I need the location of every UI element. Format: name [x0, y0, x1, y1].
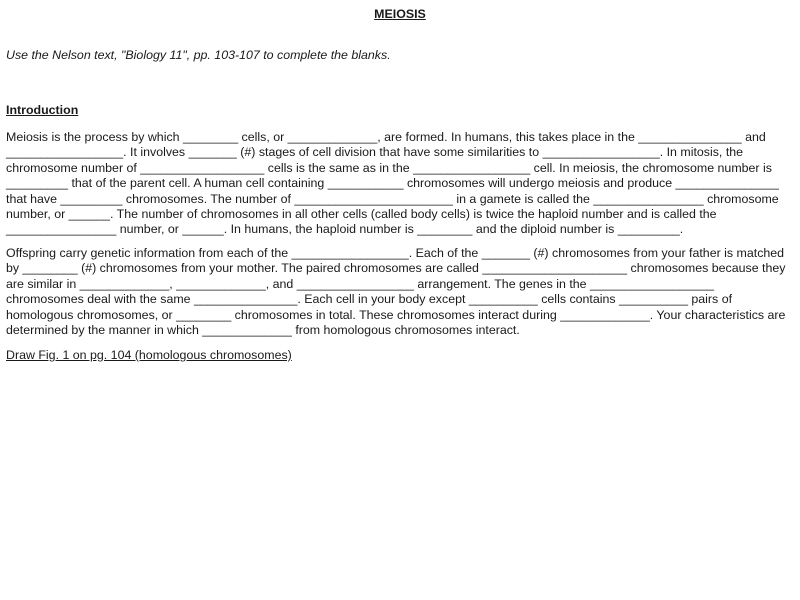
- paragraph-line: ________________ number, or ______. In humans, the haploid number is ________ and the diploid number is _________.: [6, 222, 684, 237]
- paragraph-line: _________________. It involves _______ (#) stages of cell division that have some similarities to _________________. In mitosis, the: [6, 145, 744, 160]
- paragraph-line: _________ that of the parent cell. A human cell containing ___________ chromosomes will undergo meiosis and produce _______________: [6, 176, 779, 191]
- page-title: MEIOSIS: [374, 7, 426, 21]
- paragraph-homologous-chromosomes: [6, 246, 785, 338]
- paragraph-line: that have _________ chromosomes. The number of _______________________ in a gamete is called the ________________ chromosome: [6, 191, 779, 206]
- paragraph-line: are similar in _____________, _____________, and _________________ arrangement. The genes in the __________________: [6, 276, 715, 291]
- paragraph-line: chromosomes deal with the same _______________. Each cell in your body except __________ cells contains __________ pairs of: [6, 292, 733, 307]
- paragraph-line: homologous chromosomes, or ________ chromosomes in total. These chromosomes interact during _____________. Your characteristics are: [6, 307, 786, 322]
- section-heading-introduction: Introduction: [6, 103, 79, 117]
- paragraph-line: determined by the manner in which _____________ from homologous chromosomes interact.: [6, 322, 520, 337]
- paragraph-meiosis-overview: [6, 130, 779, 238]
- figure-instruction: Draw Fig. 1 on pg. 104 (homologous chromosomes): [6, 348, 292, 362]
- instruction-text: Use the Nelson text, "Biology 11", pp. 103-107 to complete the blanks.: [6, 48, 391, 62]
- paragraph-line: by ________ (#) chromosomes from your mother. The paired chromosomes are called _____________________ chromosomes because they: [6, 261, 786, 276]
- paragraph-line: Offspring carry genetic information from each of the _________________. Each of the _______ (#) chromosomes from your father is matched: [6, 246, 785, 260]
- paragraph-line: chromosome number of __________________ cells is the same as in the _________________ cell. In meiosis, the chromosome number is: [6, 160, 772, 175]
- paragraph-line: Meiosis is the process by which ________ cells, or _____________, are formed. In humans, this takes place in the _______________ and: [6, 130, 766, 144]
- paragraph-line: number, or ______. The number of chromosomes in all other cells (called body cells) is twice the haploid number and is called the: [6, 206, 717, 221]
